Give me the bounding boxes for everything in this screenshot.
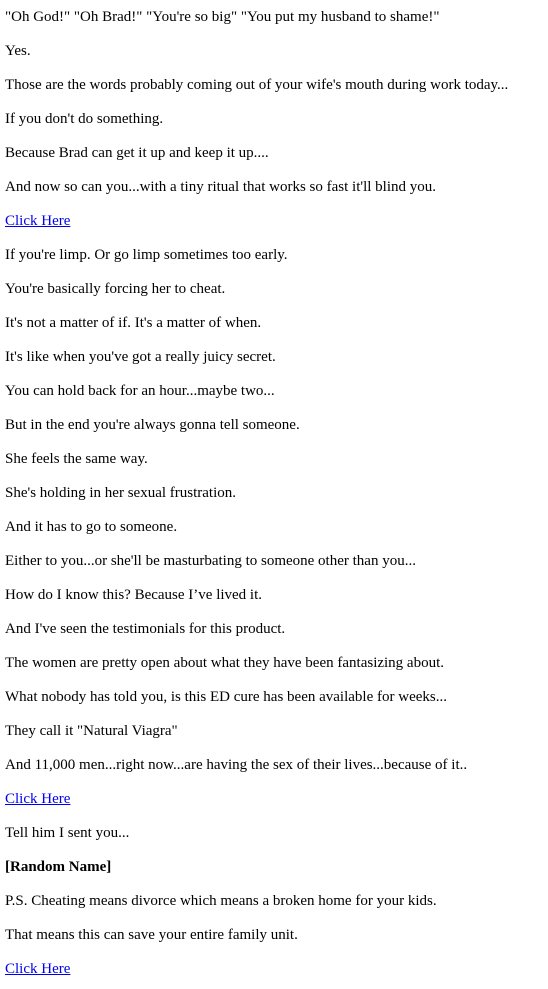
body-text-line: P.S. Cheating means divorce which means a broken home for your kids.	[5, 893, 437, 909]
signature-name: [Random Name]	[5, 859, 112, 875]
body-text-line: It's not a matter of if. It's a matter of when.	[5, 315, 262, 331]
body-text-line: The women are pretty open about what they have been fantasizing about.	[5, 655, 445, 671]
body-text-line: "Oh God!" "Oh Brad!" "You're so big" "You put my husband to shame!"	[5, 9, 440, 25]
click-here-link[interactable]: Click Here	[5, 213, 71, 229]
body-text-line: Those are the words probably coming out of your wife's mouth during work today...	[5, 77, 509, 93]
link-line	[5, 782, 548, 816]
link-line	[5, 204, 548, 238]
click-here-link[interactable]: Click Here	[5, 961, 71, 977]
body-text-line: That means this can save your entire family unit.	[5, 927, 298, 943]
body-text-line: And I've seen the testimonials for this product.	[5, 621, 286, 637]
click-here-link[interactable]: Click Here	[5, 791, 71, 807]
body-text-line: But in the end you're always gonna tell someone.	[5, 417, 300, 433]
body-text-line: If you're limp. Or go limp sometimes too early.	[5, 247, 288, 263]
body-text-line: How do I know this? Because I’ve lived it.	[5, 587, 263, 603]
body-text-line: And now so can you...with a tiny ritual that works so fast it'll blind you.	[5, 179, 436, 195]
body-text-line: You're basically forcing her to cheat.	[5, 281, 226, 297]
body-text-line: Because Brad can get it up and keep it up....	[5, 145, 269, 161]
body-text-line: If you don't do something.	[5, 111, 164, 127]
body-text-line: She feels the same way.	[5, 451, 148, 467]
body-text-line: Tell him I sent you...	[5, 825, 130, 841]
body-text-line: You can hold back for an hour...maybe two...	[5, 383, 275, 399]
body-text-line: She's holding in her sexual frustration.	[5, 485, 236, 501]
body-text-line: They call it "Natural Viagra"	[5, 723, 178, 739]
body-text-line: What nobody has told you, is this ED cure has been available for weeks...	[5, 689, 447, 705]
link-line	[5, 952, 548, 986]
body-text-line: And 11,000 men...right now...are having the sex of their lives...because of it..	[5, 757, 468, 773]
body-text-line: And it has to go to someone.	[5, 519, 178, 535]
body-text-line: Either to you...or she'll be masturbating to someone other than you...	[5, 553, 416, 569]
body-text-line: Yes.	[5, 43, 31, 59]
body-text-line: It's like when you've got a really juicy secret.	[5, 349, 276, 365]
